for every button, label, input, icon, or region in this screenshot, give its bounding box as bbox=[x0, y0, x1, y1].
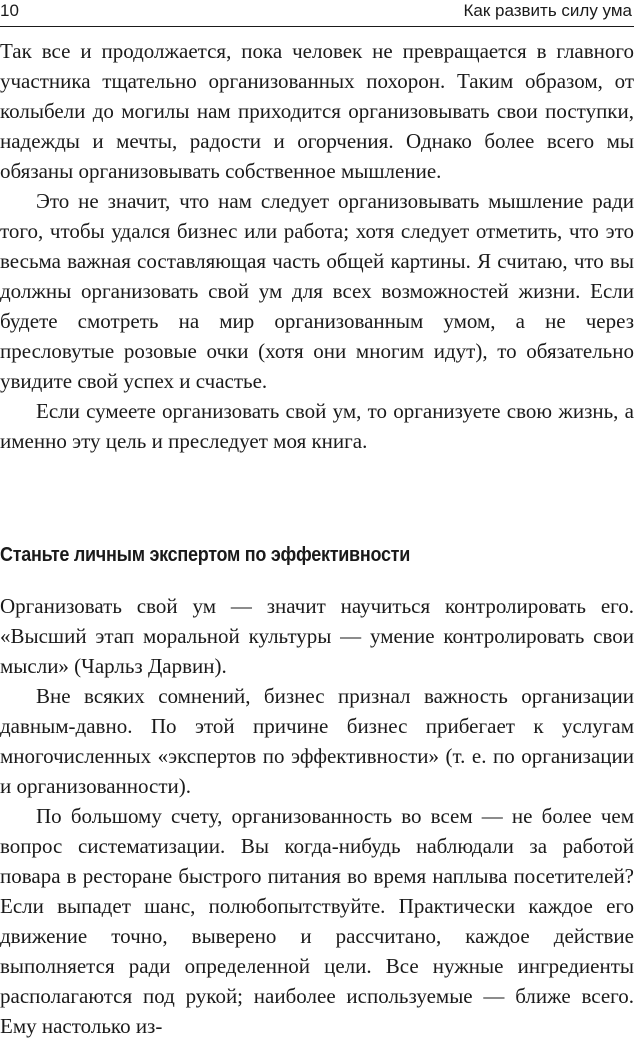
book-title: Как развить силу ума bbox=[463, 1, 632, 20]
paragraph: Если сумеете организовать свой ум, то организуете свою жизнь, а именно эту цель и преследует моя книга. bbox=[0, 399, 634, 453]
body-text-before-heading bbox=[0, 36, 634, 456]
running-head bbox=[0, 0, 634, 27]
section-heading: Станьте личным экспертом по эффективности bbox=[0, 544, 411, 566]
page-number: 10 bbox=[0, 1, 19, 20]
paragraph: Организовать свой ум — значит научиться контролировать его. «Высший этап моральной культуры — умение контролировать свои мысли» (Чарльз Дарвин). bbox=[0, 594, 634, 678]
paragraph: Вне всяких сомнений, бизнес признал важность организации давным-давно. По этой причине бизнес прибегает к услугам многочисленных «экспертов по эффективности» (т. е. по организации и организованности). bbox=[0, 684, 634, 798]
paragraph: Так все и продолжается, пока человек не превращается в главного участника тщательно организованных похорон. Таким образом, от колыбели до могилы нам приходится организовывать свои поступки, надежды и мечты, радости и огорчения. Однако более всего мы обязаны организовывать собственное мышление. bbox=[0, 39, 634, 183]
paragraph: По большому счету, организованность во всем — не более чем вопрос систематизации. Вы когда-нибудь наблюдали за работой повара в ресторане быстрого питания во время наплыва посетителей? Если выпадет шанс, полюбопытствуйте. Практически каждое его движение точно, выверено и рассчитано, каждое действие выполняется ради определенной цели. Все нужные ингредиенты располагаются под рукой; наиболее используемые — ближе всего. Ему настолько из- bbox=[0, 804, 634, 1038]
body-text-after-heading bbox=[0, 591, 634, 1041]
paragraph: Это не значит, что нам следует организовывать мышление ради того, чтобы удался бизнес или работа; хотя следует отметить, что это весьма важная составляющая часть общей картины. Я считаю, что вы должны организовать свой ум для всех возможностей жизни. Если будете смотреть на мир организованным умом, а не через пресловутые розовые очки (хотя они многим идут), то обязательно увидите свой успех и счастье. bbox=[0, 189, 634, 393]
